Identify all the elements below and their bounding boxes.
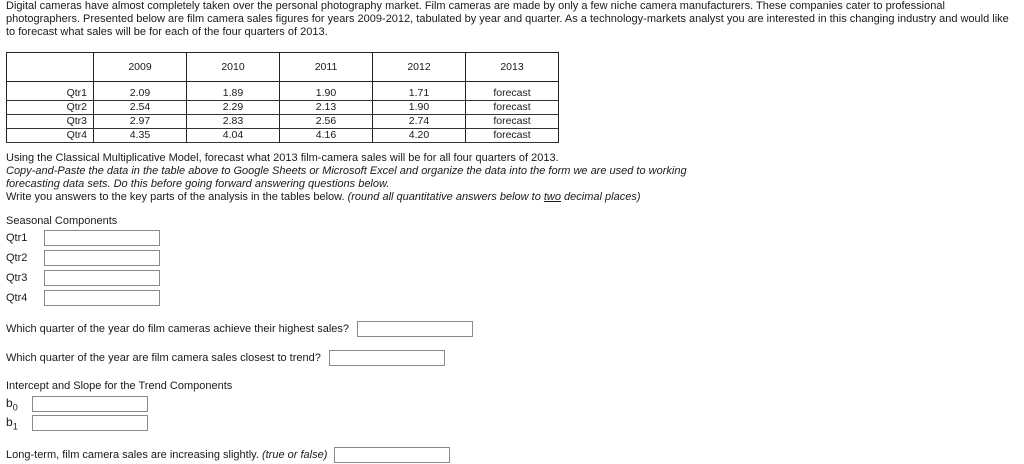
- rounding-note: [348, 191, 641, 203]
- b0-label: [6, 396, 18, 412]
- quarter-label: Qtr3: [7, 115, 94, 129]
- table-cell: forecast: [466, 129, 559, 143]
- table-cell: 2.83: [187, 115, 280, 129]
- b1-base: b: [6, 415, 13, 429]
- table-row: [7, 115, 559, 129]
- rounding-emphasis: two: [543, 191, 561, 203]
- table-header-row: [7, 53, 559, 82]
- table-cell: forecast: [466, 101, 559, 115]
- seasonal-label-qtr2: Qtr2: [6, 252, 28, 264]
- seasonal-qtr4-input[interactable]: [44, 290, 160, 306]
- b0-base: b: [6, 396, 13, 410]
- longterm-true-false-input[interactable]: [334, 447, 450, 463]
- trend-heading: Intercept and Slope for the Trend Components: [6, 380, 233, 392]
- instruction-line: Using the Classical Multiplicative Model, forecast what 2013 film-camera sales will be for all four quarters of 2013.: [6, 152, 559, 164]
- seasonal-label-qtr4: Qtr4: [6, 292, 28, 304]
- longterm-text: Long-term, film camera sales are increasing slightly.: [6, 449, 262, 461]
- seasonal-label-qtr3: Qtr3: [6, 272, 28, 284]
- highest-sales-question: Which quarter of the year do film cameras achieve their highest sales?: [6, 323, 349, 335]
- table-cell: 2.56: [280, 115, 373, 129]
- quarter-label: Qtr4: [7, 129, 94, 143]
- table-cell: forecast: [466, 115, 559, 129]
- table-cell: 2.09: [94, 87, 187, 101]
- table-cell: 2.29: [187, 101, 280, 115]
- sales-table: [6, 52, 559, 143]
- intercept-b0-input[interactable]: [32, 396, 148, 412]
- instruction-line: [6, 191, 687, 204]
- b1-subscript: 1: [12, 421, 18, 432]
- b1-label: [6, 415, 18, 431]
- table-cell: 4.20: [373, 129, 466, 143]
- slope-b1-input[interactable]: [32, 415, 148, 431]
- seasonal-heading: Seasonal Components: [6, 215, 118, 227]
- table-row: [7, 129, 559, 143]
- table-row: [7, 87, 559, 101]
- table-cell: 4.04: [187, 129, 280, 143]
- table-row: [7, 101, 559, 115]
- table-cell: 2.13: [280, 101, 373, 115]
- quarter-label: Qtr2: [7, 101, 94, 115]
- table-cell: 1.90: [373, 101, 466, 115]
- seasonal-qtr2-input[interactable]: [44, 250, 160, 266]
- year-header: 2010: [187, 53, 280, 82]
- b0-subscript: 0: [12, 402, 18, 413]
- year-header: 2011: [280, 53, 373, 82]
- table-cell: 4.16: [280, 129, 373, 143]
- table-cell: 4.35: [94, 129, 187, 143]
- highest-sales-input[interactable]: [357, 321, 473, 337]
- year-header: 2009: [94, 53, 187, 82]
- rounding-note-end: decimal places): [561, 191, 641, 203]
- year-header: 2013: [466, 53, 559, 82]
- table-cell: 1.89: [187, 87, 280, 101]
- closest-trend-input[interactable]: [329, 350, 445, 366]
- corner-cell: [7, 53, 94, 82]
- longterm-hint: (true or false): [261, 449, 328, 461]
- table-cell: 2.54: [94, 101, 187, 115]
- rounding-note-text: (round all quantitative answers below to: [347, 191, 544, 203]
- table-cell: forecast: [466, 87, 559, 101]
- longterm-question: [6, 449, 327, 461]
- instruction-text: Write you answers to the key parts of the analysis in the tables below.: [6, 191, 348, 203]
- table-cell: 2.97: [94, 115, 187, 129]
- problem-intro: Digital cameras have almost completely taken over the personal photography market. Film cameras are made by only a few niche camera manufacturers. These companies cater to professional photographers. Presented below are film camera sales figures for years 2009-2012, tabulated by year and quarter. As a technology-markets analyst you are interested in this changing industry and would like to forecast what sales will be for each of the four quarters of 2013.: [6, 0, 1009, 38]
- instructions: [6, 152, 687, 204]
- seasonal-qtr1-input[interactable]: [44, 230, 160, 246]
- quarter-label: Qtr1: [7, 87, 94, 101]
- table-cell: 1.71: [373, 87, 466, 101]
- closest-trend-question: Which quarter of the year are film camera sales closest to trend?: [6, 352, 321, 364]
- year-header: 2012: [373, 53, 466, 82]
- seasonal-label-qtr1: Qtr1: [6, 232, 28, 244]
- table-cell: 1.90: [280, 87, 373, 101]
- instruction-line: forecasting data sets. Do this before going forward answering questions below.: [6, 178, 390, 190]
- instruction-line: Copy-and-Paste the data in the table above to Google Sheets or Microsoft Excel and organize the data into the form we are used to working: [6, 165, 687, 177]
- table-cell: 2.74: [373, 115, 466, 129]
- seasonal-qtr3-input[interactable]: [44, 270, 160, 286]
